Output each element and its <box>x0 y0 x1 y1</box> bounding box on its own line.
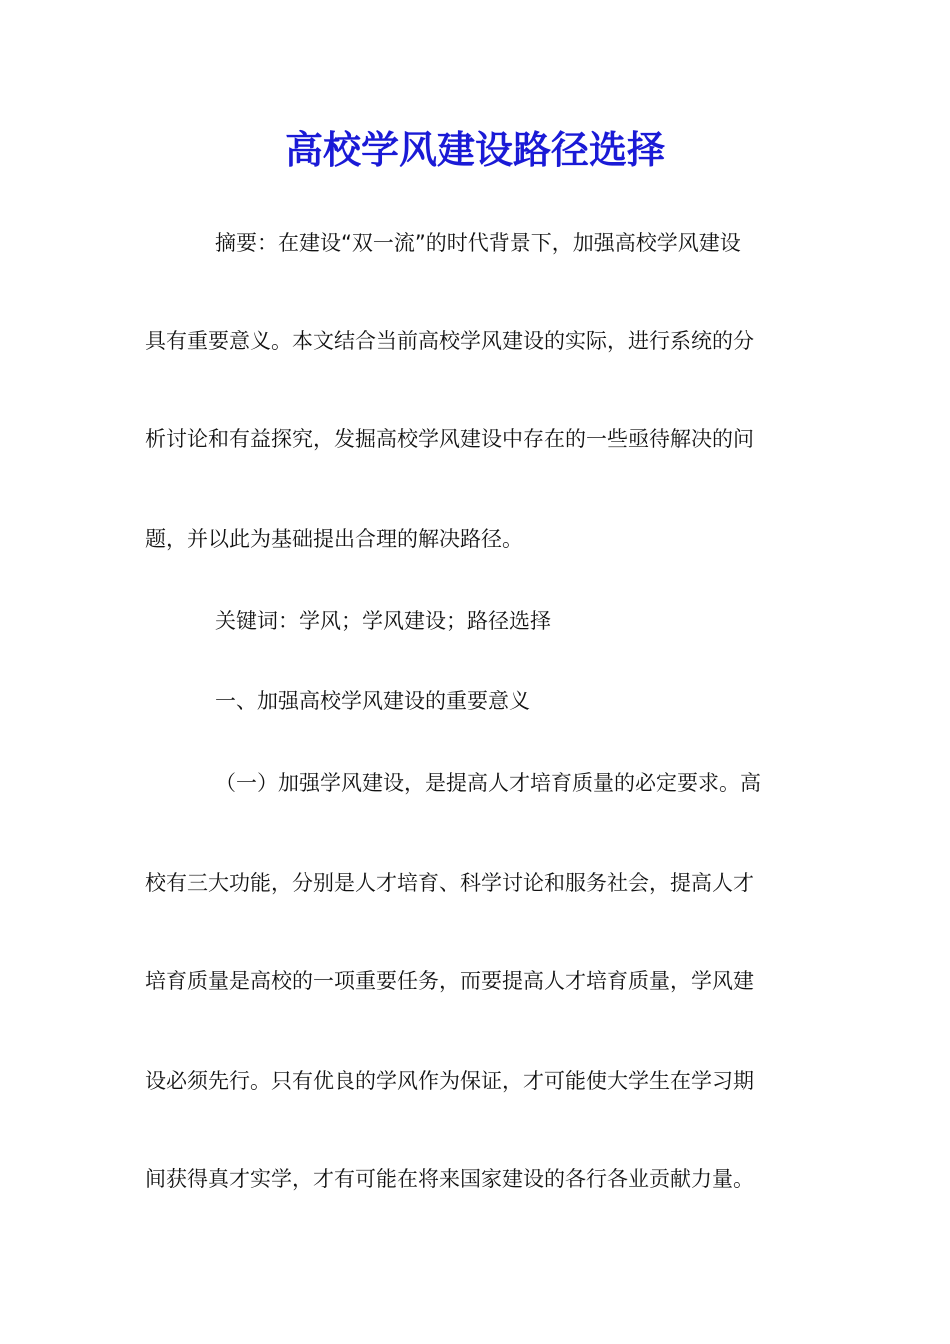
document-title: 高校学风建设路径选择 <box>284 127 665 172</box>
body-line-5: 间获得真才实学，才有可能在将来国家建设的各行各业贡献力量。 <box>145 1167 754 1191</box>
body-line-1: （一）加强学风建设，是提高人才培育质量的必定要求。高 <box>215 771 761 795</box>
abstract-line-3: 析讨论和有益探究，发掘高校学风建设中存在的一些亟待解决的问 <box>145 427 754 451</box>
section-heading: 一、加强高校学风建设的重要意义 <box>215 689 530 713</box>
body-line-2: 校有三大功能，分别是人才培育、科学讨论和服务社会，提高人才 <box>145 871 754 895</box>
abstract-line-4: 题，并以此为基础提出合理的解决路径。 <box>145 527 523 551</box>
abstract-line-1: 摘要：在建设“双一流”的时代背景下，加强高校学风建设 <box>215 231 741 255</box>
keywords-line: 关键词：学风；学风建设；路径选择 <box>215 609 551 633</box>
body-line-3: 培育质量是高校的一项重要任务，而要提高人才培育质量，学风建 <box>145 969 754 993</box>
abstract-line-2: 具有重要意义。本文结合当前高校学风建设的实际，进行系统的分 <box>145 329 754 353</box>
body-line-4: 设必须先行。只有优良的学风作为保证，才可能使大学生在学习期 <box>145 1069 754 1093</box>
